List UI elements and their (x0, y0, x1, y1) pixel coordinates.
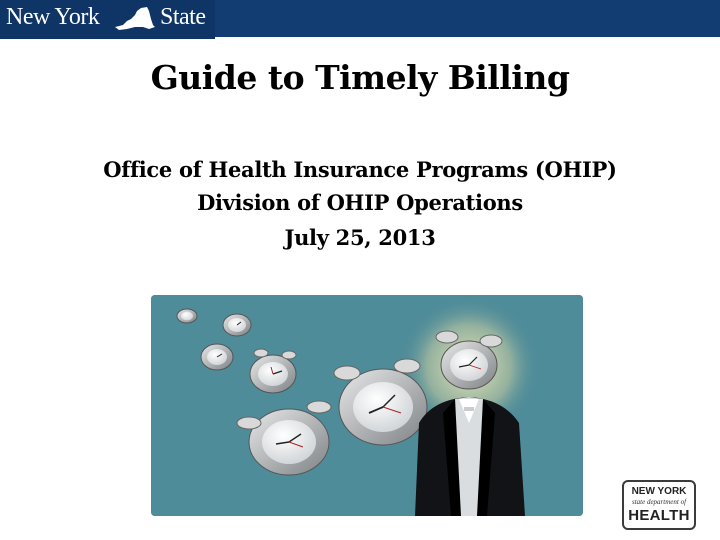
header-rule (0, 37, 215, 39)
clock-small-2 (201, 344, 233, 370)
badge-line-state-department: state department of (631, 498, 687, 506)
subtitle-division: Division of OHIP Operations (197, 190, 523, 215)
ny-state-map-icon (113, 5, 157, 33)
nys-logo (0, 0, 215, 37)
subtitle-office: Office of Health Insurance Programs (OHIP) (103, 157, 617, 182)
clock-medium-1 (250, 349, 296, 393)
alarm-clocks-illustration (151, 295, 583, 516)
nys-health-badge (622, 480, 696, 530)
subtitle-date: July 25, 2013 (284, 225, 436, 250)
header-bar (0, 0, 720, 37)
clock-small-1 (223, 314, 251, 336)
logo-text-new-york: New York (6, 4, 100, 30)
clock-tiny (177, 309, 197, 323)
logo-text-state: State (160, 4, 206, 30)
illustration-graphic (151, 295, 583, 516)
badge-line-new-york: NEW YORK (631, 486, 687, 497)
badge-line-health: HEALTH (628, 507, 690, 524)
slide-title: Guide to Timely Billing (150, 58, 570, 97)
